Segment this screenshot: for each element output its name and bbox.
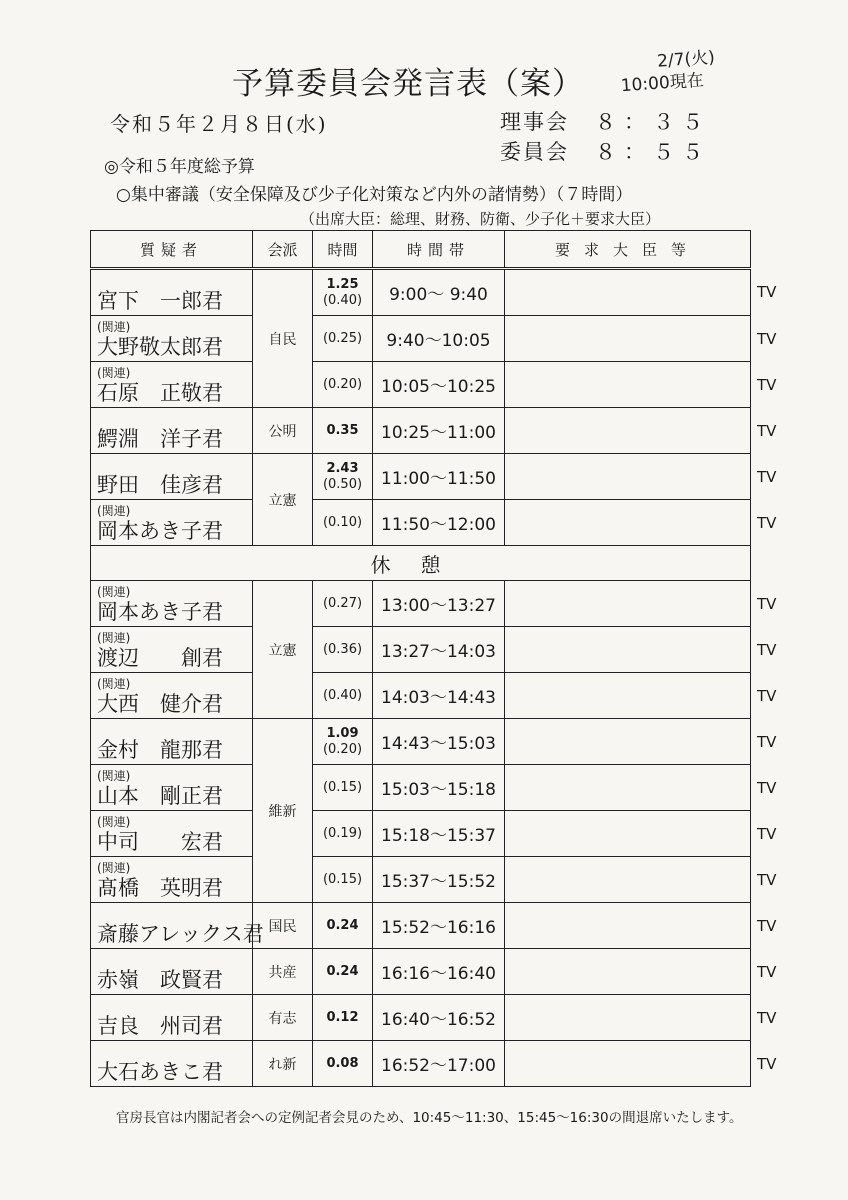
tv-broadcast-marker: TV — [757, 329, 777, 348]
questioner-name: 吉良 州司君 — [97, 1014, 223, 1038]
speaker-time: (0.15) — [322, 871, 363, 887]
speaker-time: (0.19) — [322, 825, 363, 841]
speaker-time: (0.27) — [322, 595, 363, 611]
questioner-cell — [91, 269, 253, 316]
break-label: 休憩 — [91, 546, 751, 581]
requested-ministers-cell — [505, 903, 751, 949]
tv-broadcast-marker: TV — [757, 467, 777, 486]
questioner-cell — [91, 995, 253, 1041]
party-cell: れ新 — [253, 1041, 313, 1087]
col-party: 会派 — [253, 231, 313, 269]
duration-cell — [313, 995, 373, 1041]
party-cell: 立憲 — [253, 581, 313, 719]
questioner-cell — [91, 719, 253, 765]
duration-cell — [313, 903, 373, 949]
table-row — [91, 269, 751, 316]
table-row — [91, 581, 751, 627]
questioner-cell — [91, 627, 253, 673]
board-label: 理事会 — [500, 110, 569, 134]
speaker-time: 0.24 — [326, 917, 359, 933]
party-cell: 自民 — [253, 269, 313, 408]
timeslot-cell: 16:52～17:00 — [373, 1041, 505, 1087]
tv-broadcast-marker: TV — [757, 421, 777, 440]
questioner-cell — [91, 765, 253, 811]
timeslot-cell: 9:00～ 9:40 — [373, 269, 505, 316]
tv-broadcast-marker: TV — [757, 962, 777, 981]
questioner-name: 岡本あき子君 — [97, 600, 223, 624]
requested-ministers-cell — [505, 1041, 751, 1087]
questioner-cell — [91, 581, 253, 627]
questioner-name: 大野敬太郎君 — [97, 335, 223, 359]
table-header-row — [91, 231, 751, 269]
requested-ministers-cell — [505, 857, 751, 903]
tv-broadcast-marker: TV — [757, 640, 777, 659]
party-total-time: 1.25 — [326, 276, 359, 292]
party-cell: 共産 — [253, 949, 313, 995]
party-cell: 有志 — [253, 995, 313, 1041]
party-cell: 公明 — [253, 408, 313, 454]
committee-time: ８：５５ — [595, 140, 711, 164]
duration-cell — [313, 949, 373, 995]
requested-ministers-cell — [505, 269, 751, 316]
duration-cell — [313, 581, 373, 627]
tv-broadcast-marker: TV — [757, 778, 777, 797]
timeslot-cell: 16:16～16:40 — [373, 949, 505, 995]
questioner-name: 髙橋 英明君 — [97, 876, 223, 900]
questioner-name: 山本 剛正君 — [97, 784, 223, 808]
requested-ministers-cell — [505, 719, 751, 765]
requested-ministers-cell — [505, 673, 751, 719]
questioner-name: 斎藤アレックス君 — [97, 922, 264, 946]
handwritten-date: 2/7(火) — [656, 47, 716, 72]
table-row — [91, 316, 751, 362]
party-total-time: 1.09 — [326, 725, 359, 741]
questioner-name: 大石あきこ君 — [97, 1060, 223, 1084]
questioner-cell — [91, 316, 253, 362]
requested-ministers-cell — [505, 581, 751, 627]
questioner-name: 野田 佳彦君 — [97, 473, 223, 497]
tv-broadcast-marker: TV — [757, 916, 777, 935]
timeslot-cell: 13:00～13:27 — [373, 581, 505, 627]
break-row — [91, 546, 751, 581]
party-cell: 立憲 — [253, 454, 313, 546]
requested-ministers-cell — [505, 362, 751, 408]
table-row — [91, 1041, 751, 1087]
ministers-note: （出席大臣：総理、財務、防衛、少子化＋要求大臣） — [300, 210, 661, 228]
related-marker: (関連) — [97, 320, 131, 334]
related-marker: (関連) — [97, 366, 131, 380]
requested-ministers-cell — [505, 627, 751, 673]
table-row — [91, 362, 751, 408]
duration-cell — [313, 362, 373, 408]
questioner-name: 鰐淵 洋子君 — [97, 427, 223, 451]
speaker-time: (0.20) — [322, 741, 363, 757]
requested-ministers-cell — [505, 316, 751, 362]
table-row — [91, 500, 751, 546]
questioner-cell — [91, 500, 253, 546]
table-row — [91, 765, 751, 811]
tv-broadcast-marker: TV — [757, 824, 777, 843]
questioner-name: 渡辺 創君 — [97, 646, 223, 670]
timeslot-cell: 11:00～11:50 — [373, 454, 505, 500]
questioner-name: 石原 正敬君 — [97, 381, 223, 405]
questioner-cell — [91, 454, 253, 500]
speaker-time: (0.36) — [322, 641, 363, 657]
related-marker: (関連) — [97, 815, 131, 829]
questioner-cell — [91, 362, 253, 408]
requested-ministers-cell — [505, 454, 751, 500]
duration-cell — [313, 316, 373, 362]
timeslot-cell: 15:37～15:52 — [373, 857, 505, 903]
timeslot-cell: 9:40～10:05 — [373, 316, 505, 362]
party-cell: 維新 — [253, 719, 313, 903]
duration-cell — [313, 1041, 373, 1087]
related-marker: (関連) — [97, 677, 131, 691]
questioner-name: 大西 健介君 — [97, 692, 223, 716]
tv-broadcast-marker: TV — [757, 375, 777, 394]
duration-cell — [313, 673, 373, 719]
board-meeting-time — [500, 106, 711, 136]
table-row — [91, 408, 751, 454]
meeting-date: 令和５年２月８日(水) — [110, 112, 328, 136]
handwritten-time: 10:00現在 — [620, 70, 705, 97]
speaker-time: 0.24 — [326, 963, 359, 979]
session-heading: ○集中審議（安全保障及び少子化対策など内外の諸情勢）（７時間） — [116, 185, 633, 205]
related-marker: (関連) — [97, 504, 131, 518]
timeslot-cell: 16:40～16:52 — [373, 995, 505, 1041]
questioner-name: 中司 宏君 — [97, 830, 223, 854]
committee-label: 委員会 — [500, 140, 569, 164]
questioner-name: 宮下 一郎君 — [97, 289, 223, 313]
timeslot-cell: 15:03～15:18 — [373, 765, 505, 811]
tv-broadcast-marker: TV — [757, 283, 777, 301]
timeslot-cell: 10:25～11:00 — [373, 408, 505, 454]
requested-ministers-cell — [505, 500, 751, 546]
requested-ministers-cell — [505, 765, 751, 811]
speaker-time: (0.40) — [322, 687, 363, 703]
questioner-name: 岡本あき子君 — [97, 519, 223, 543]
tv-broadcast-marker: TV — [757, 686, 777, 705]
tv-broadcast-marker: TV — [757, 513, 777, 532]
related-marker: (関連) — [97, 861, 131, 875]
speaker-time: 0.12 — [326, 1009, 359, 1025]
speaker-time: (0.40) — [322, 292, 363, 308]
duration-cell — [313, 500, 373, 546]
col-timeslot: 時間帯 — [373, 231, 505, 269]
speaker-time: (0.25) — [322, 330, 363, 346]
budget-heading: ◎令和５年度総予算 — [104, 157, 255, 177]
duration-cell — [313, 811, 373, 857]
questioner-cell — [91, 857, 253, 903]
page-title: 予算委員会発言表（案） — [232, 66, 584, 102]
speaker-schedule-table — [90, 230, 751, 1087]
footnote: 官房長官は内閣記者会への定例記者会見のため、10:45～11:30、15:45～16:30の間退席いたします。 — [116, 1110, 743, 1126]
questioner-cell — [91, 408, 253, 454]
requested-ministers-cell — [505, 949, 751, 995]
related-marker: (関連) — [97, 585, 131, 599]
duration-cell — [313, 857, 373, 903]
duration-cell — [313, 454, 373, 500]
table-row — [91, 811, 751, 857]
table-row — [91, 857, 751, 903]
col-questioner: 質疑者 — [91, 231, 253, 269]
questioner-name: 金村 龍那君 — [97, 738, 223, 762]
questioner-cell — [91, 811, 253, 857]
table-row — [91, 627, 751, 673]
timeslot-cell: 14:43～15:03 — [373, 719, 505, 765]
table-row — [91, 903, 751, 949]
speaker-time: (0.15) — [322, 779, 363, 795]
board-time: ８：３５ — [595, 110, 711, 134]
duration-cell — [313, 408, 373, 454]
timeslot-cell: 10:05～10:25 — [373, 362, 505, 408]
handwritten-note — [619, 47, 717, 98]
tv-broadcast-marker: TV — [757, 1054, 777, 1073]
timeslot-cell: 15:18～15:37 — [373, 811, 505, 857]
party-total-time: 2.43 — [326, 460, 359, 476]
committee-meeting-time — [500, 136, 711, 166]
related-marker: (関連) — [97, 631, 131, 645]
speaker-time: (0.20) — [322, 376, 363, 392]
table-row — [91, 454, 751, 500]
requested-ministers-cell — [505, 408, 751, 454]
col-requested-ministers: 要求大臣等 — [505, 231, 751, 269]
timeslot-cell: 15:52～16:16 — [373, 903, 505, 949]
speaker-time: 0.35 — [326, 422, 359, 438]
duration-cell — [313, 765, 373, 811]
table-row — [91, 719, 751, 765]
requested-ministers-cell — [505, 811, 751, 857]
timeslot-cell: 14:03～14:43 — [373, 673, 505, 719]
questioner-cell — [91, 903, 264, 949]
questioner-cell — [91, 949, 253, 995]
duration-cell — [313, 627, 373, 673]
tv-broadcast-marker: TV — [757, 1008, 777, 1027]
tv-broadcast-marker: TV — [757, 870, 777, 889]
duration-cell — [313, 719, 373, 765]
duration-cell — [313, 269, 373, 316]
questioner-name: 赤嶺 政賢君 — [97, 968, 223, 992]
requested-ministers-cell — [505, 995, 751, 1041]
tv-broadcast-marker: TV — [757, 732, 777, 751]
questioner-cell — [91, 1041, 253, 1087]
related-marker: (関連) — [97, 769, 131, 783]
timeslot-cell: 11:50～12:00 — [373, 500, 505, 546]
speaker-time: (0.10) — [322, 514, 363, 530]
timeslot-cell: 13:27～14:03 — [373, 627, 505, 673]
party-cell: 国民 — [253, 903, 313, 949]
table-row — [91, 995, 751, 1041]
speaker-time: (0.50) — [322, 476, 363, 492]
table-row — [91, 949, 751, 995]
questioner-cell — [91, 673, 253, 719]
table-row — [91, 673, 751, 719]
col-duration: 時間 — [313, 231, 373, 269]
tv-broadcast-marker: TV — [757, 594, 777, 613]
speaker-time: 0.08 — [326, 1055, 359, 1071]
